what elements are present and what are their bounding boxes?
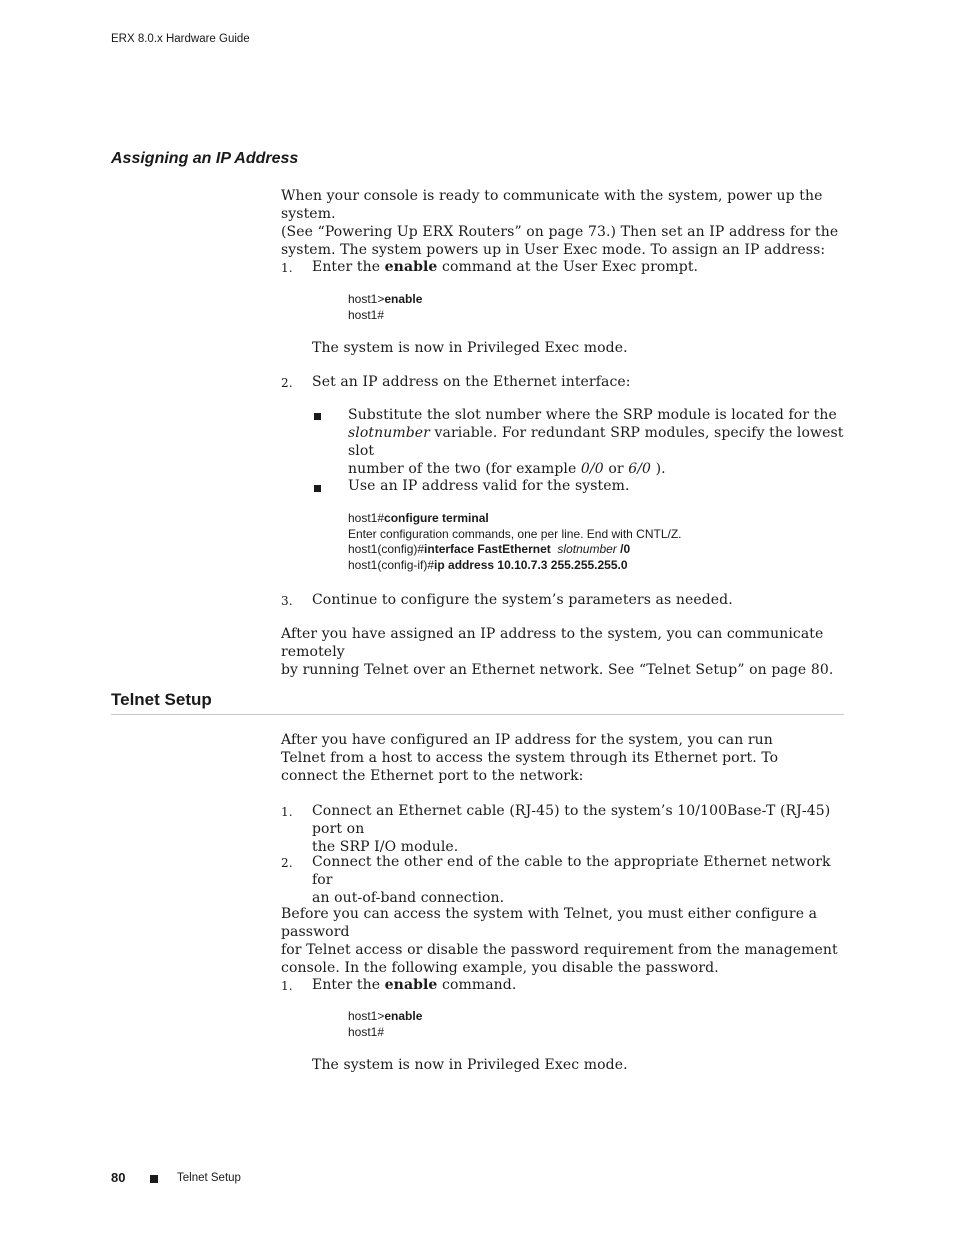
text-line: Before you can access the system with Telnet, you must either configure a password (281, 906, 818, 940)
footer-section: Telnet Setup (177, 1172, 241, 1184)
text-line: console. In the following example, you disable the password. (281, 960, 719, 976)
text-line: number of the two (for example 0/0 or 6/0 ). (348, 461, 666, 477)
step-text-post: command at the User Exec prompt. (437, 259, 699, 275)
step-number: 2. (281, 856, 293, 870)
step-number: 1. (281, 805, 293, 819)
text-line: After you have assigned an IP address to the system, you can communicate remotely (281, 626, 824, 660)
step-number: 1. (281, 979, 293, 993)
text-line: (See “Powering Up ERX Routers” on page 73.) Then set an IP address for the (281, 224, 839, 240)
code-line (348, 308, 422, 324)
command-name: enable (384, 259, 438, 275)
footer-square-icon (150, 1175, 158, 1183)
text-line: Connect the other end of the cable to the appropriate Ethernet network for (312, 854, 831, 888)
step-number: 1. (281, 261, 293, 275)
text-line: by running Telnet over an Ethernet network. See “Telnet Setup” on page 80. (281, 662, 834, 678)
step-text: Set an IP address on the Ethernet interface: (312, 374, 631, 390)
text-line: an out-of-band connection. (312, 890, 505, 906)
example-value: 6/0 (628, 461, 652, 477)
code-block (348, 511, 682, 573)
code-command: ip address 10.10.7.3 255.255.255.0 (434, 557, 628, 572)
section-heading-ip-address: Assigning an IP Address (111, 150, 299, 167)
code-prompt: host1# (348, 1024, 385, 1039)
heading-rule (111, 714, 844, 715)
command-name: enable (384, 977, 438, 993)
page-number: 80 (111, 1170, 126, 1185)
code-command: enable (384, 292, 423, 306)
step-text: Continue to configure the system’s parameters as needed. (312, 592, 733, 608)
code-prompt: host1> (348, 1009, 385, 1023)
code-line (348, 1009, 422, 1025)
paragraph (281, 905, 849, 977)
bullet-icon (314, 485, 321, 492)
step-text (312, 258, 849, 276)
step-text (312, 802, 849, 856)
text-line: for Telnet access or disable the password requirement from the management (281, 942, 838, 958)
step-text-pre: Enter the (312, 259, 385, 275)
code-block (348, 292, 422, 323)
bullet-icon (314, 413, 321, 420)
intro-paragraph (281, 187, 849, 259)
outro-paragraph (281, 625, 849, 679)
code-variable: slotnumber (557, 542, 617, 556)
code-prompt: host1> (348, 292, 385, 306)
code-line (348, 292, 422, 308)
section-heading-telnet-setup: Telnet Setup (111, 690, 212, 709)
example-value: 0/0 (580, 461, 604, 477)
step-result: The system is now in Privileged Exec mode. (312, 1057, 628, 1073)
intro-paragraph (281, 731, 849, 785)
variable: slotnumber (348, 425, 430, 441)
code-line: host1(config)#interface FastEthernet slotnumber /0 (348, 542, 631, 556)
code-line (348, 1025, 422, 1041)
step-number: 2. (281, 376, 293, 390)
bullet-text (348, 406, 848, 478)
text-line: When your console is ready to communicate with the system, power up the system. (281, 188, 823, 222)
code-command: configure terminal (384, 511, 489, 525)
step-number: 3. (281, 594, 293, 608)
code-prompt: host1# (348, 307, 385, 322)
running-header: ERX 8.0.x Hardware Guide (111, 33, 250, 45)
code-line: host1(config-if)#ip address 10.10.7.3 255.255.255.0 (348, 557, 628, 572)
text-line: connect the Ethernet port to the network: (281, 768, 584, 784)
text-line: Substitute the slot number where the SRP module is located for the (348, 407, 837, 423)
text-line: Connect an Ethernet cable (RJ-45) to the system’s 10/100Base-T (RJ-45) port on (312, 803, 831, 837)
step-text: Enter the enable command. (312, 977, 517, 993)
code-command: enable (384, 1009, 423, 1023)
bullet-text: Use an IP address valid for the system. (348, 478, 630, 494)
code-line: Enter configuration commands, one per line. End with CNTL/Z. (348, 526, 682, 541)
code-command: interface FastEthernet (424, 542, 551, 556)
text-line: slotnumber variable. For redundant SRP modules, specify the lowest slot (348, 425, 844, 459)
step-result: The system is now in Privileged Exec mode. (312, 340, 628, 356)
step-text (312, 853, 849, 907)
text-line: system. The system powers up in User Exec mode. To assign an IP address: (281, 242, 826, 258)
code-line: host1#configure terminal (348, 511, 489, 525)
code-block (348, 1009, 422, 1040)
text-line: Telnet from a host to access the system through its Ethernet port. To (281, 750, 779, 766)
text-line: After you have configured an IP address for the system, you can run (281, 732, 773, 748)
text-line: the SRP I/O module. (312, 839, 459, 855)
